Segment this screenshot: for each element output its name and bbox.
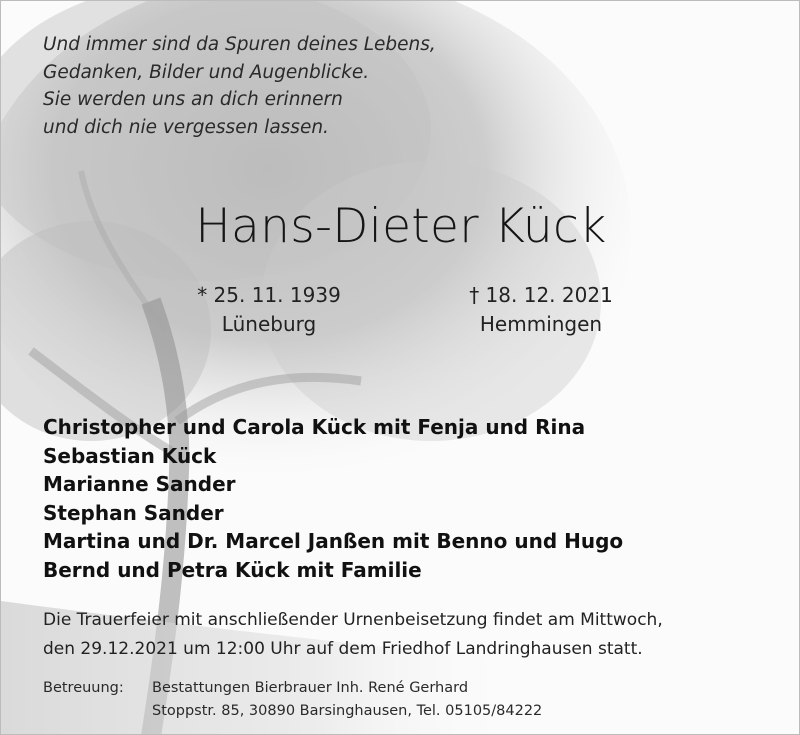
mourner-entry: Bernd und Petra Kück mit Familie xyxy=(43,557,422,582)
poem-line: Sie werden uns an dich erinnern xyxy=(43,89,343,110)
birth-date: * 25. 11. 1939 xyxy=(197,283,341,307)
mourner-entry: Christopher und Carola Kück mit Fenja und Rina xyxy=(43,415,586,439)
birth-place: Lüneburg xyxy=(221,312,317,336)
care-label: Betreuung: xyxy=(43,680,124,696)
service-line: Die Trauerfeier mit anschließender Urnenbeisetzung findet am Mittwoch, xyxy=(43,610,663,630)
funeral-home-address: Stoppstr. 85, 30890 Barsinghausen, Tel. 05105/84222 xyxy=(152,703,543,719)
mourner-entry: Stephan Sander xyxy=(43,500,224,525)
funeral-home-name: Bestattungen Bierbrauer Inh. René Gerhard xyxy=(152,680,469,696)
funeral-service-notice xyxy=(43,606,663,664)
mourners-list xyxy=(43,413,623,585)
death-info xyxy=(441,281,641,339)
mourner-entry: Sebastian Kück xyxy=(43,443,217,468)
poem-line: und dich nie vergessen lassen. xyxy=(43,116,329,138)
poem-line: Und immer sind da Spuren deines Lebens, xyxy=(43,34,436,55)
poem-line: Gedanken, Bilder und Augenblicke. xyxy=(43,61,370,83)
mourner-entry: Marianne Sander xyxy=(43,472,236,497)
service-line: den 29.12.2021 um 12:00 Uhr auf dem Friedhof Landringhausen statt. xyxy=(43,639,643,659)
mourner-entry: Martina und Dr. Marcel Janßen mit Benno und Hugo xyxy=(43,529,624,554)
deceased-name: Hans-Dieter Kück xyxy=(195,199,607,254)
death-date: † 18. 12. 2021 xyxy=(469,283,613,307)
death-place: Hemmingen xyxy=(479,312,603,336)
memorial-poem xyxy=(43,31,436,141)
birth-info xyxy=(169,281,369,339)
